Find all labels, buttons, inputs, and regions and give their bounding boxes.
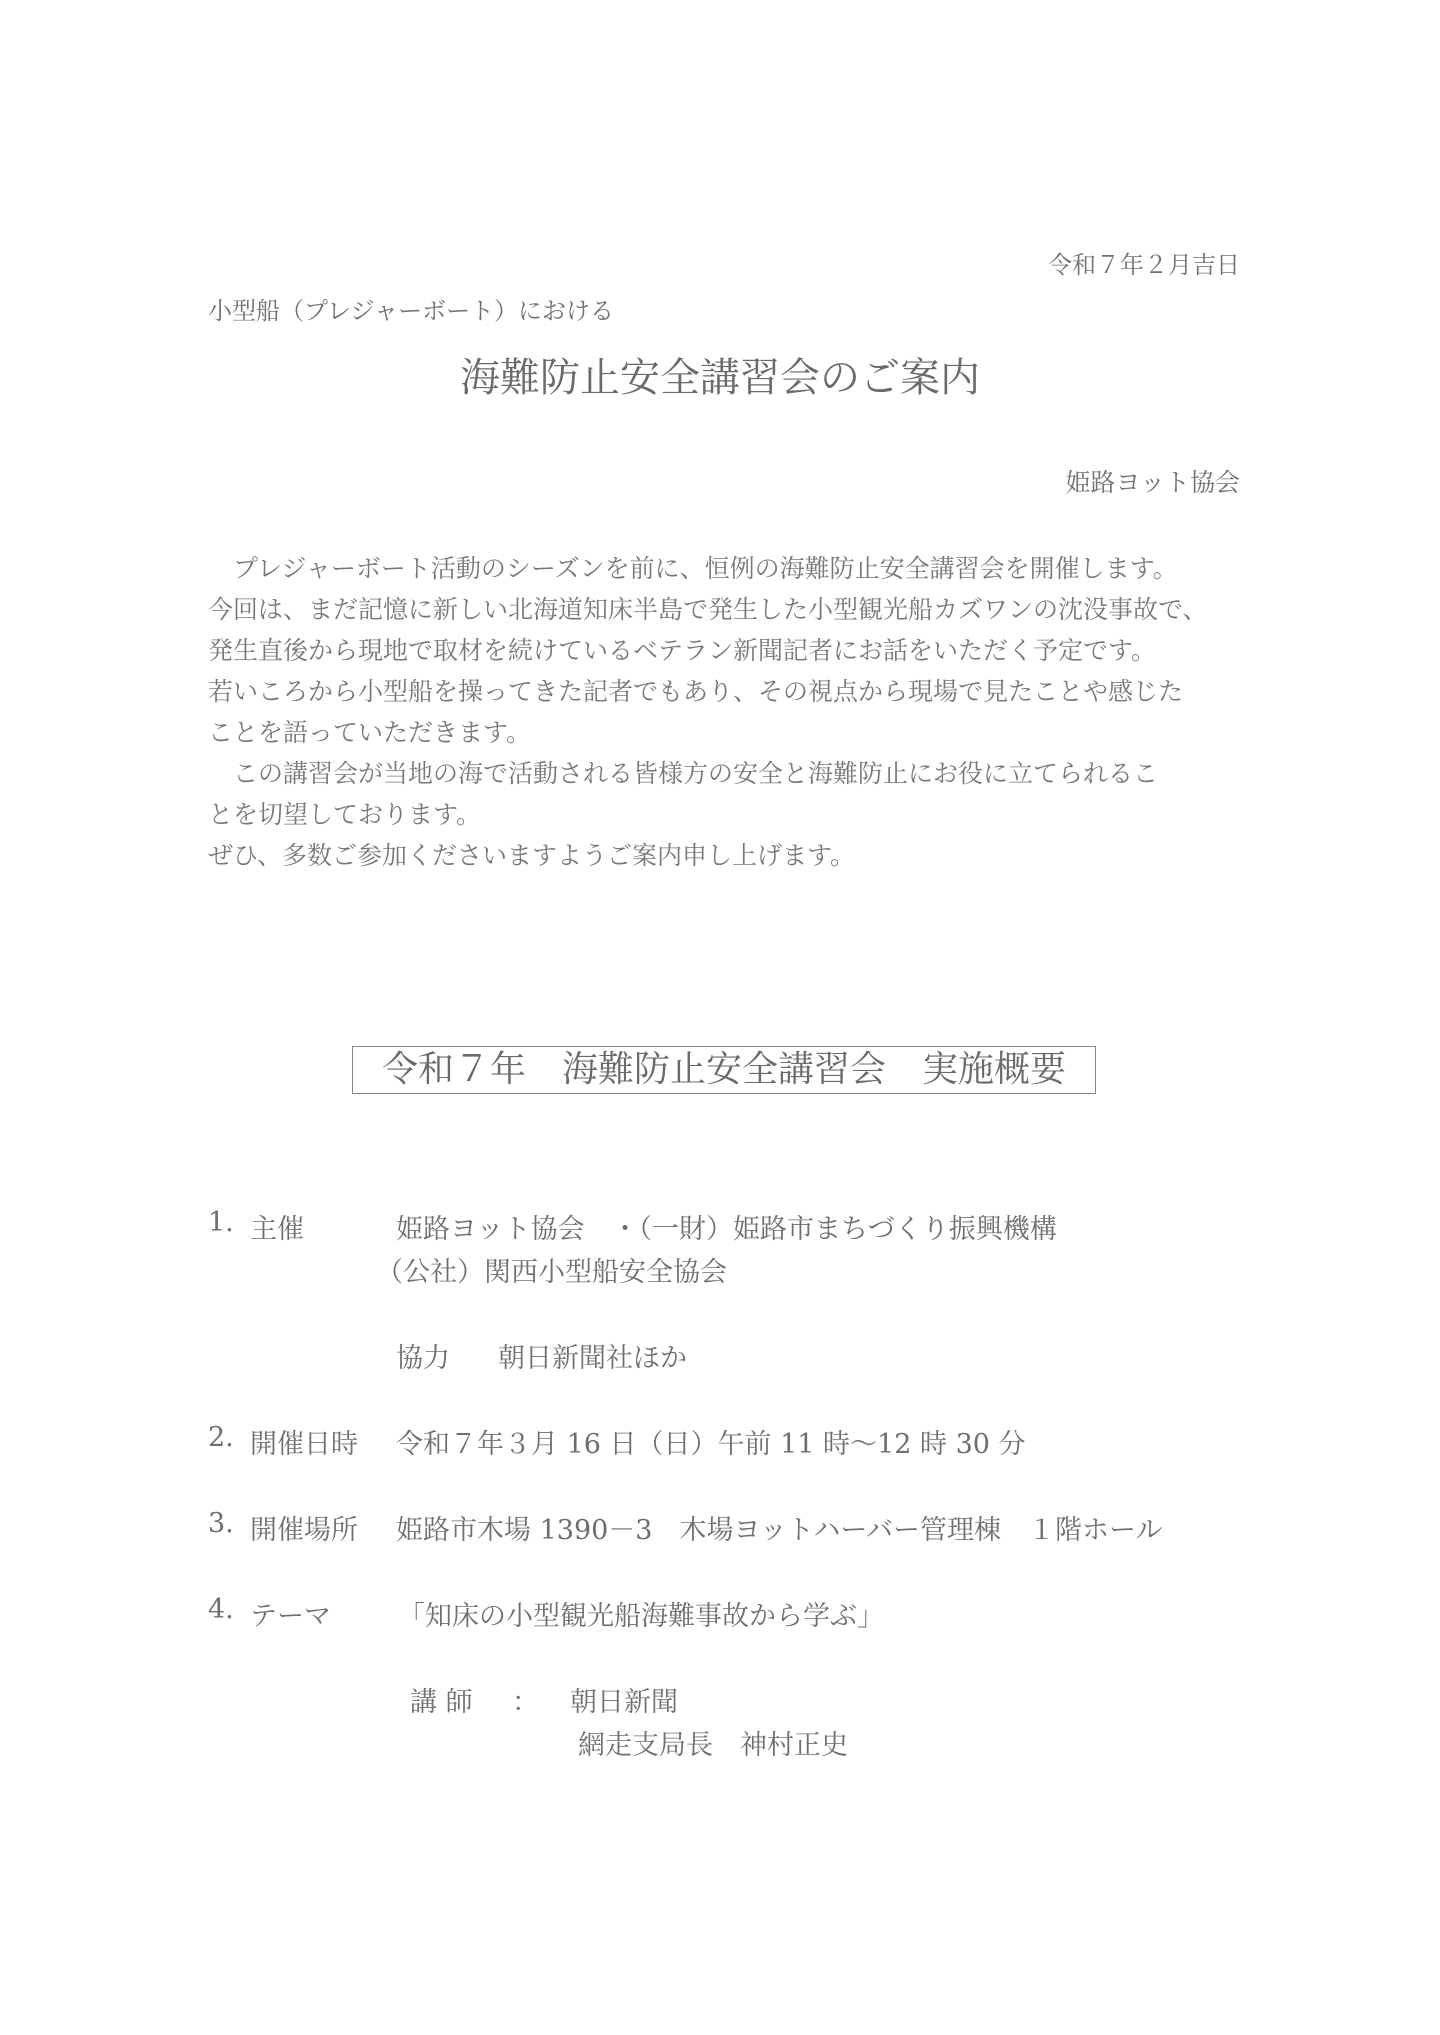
cooperation-value: 朝日新聞社ほか bbox=[498, 1343, 687, 1374]
item-number: 3. bbox=[208, 1508, 234, 1539]
body-line: 若いころから小型船を操ってきた記者でもあり、その視点から現場で見たことや感じた bbox=[208, 677, 1184, 706]
organizer-value-line2: （公社）関西小型船安全協会 bbox=[376, 1257, 727, 1288]
lecturer-label: 講 師 bbox=[410, 1687, 473, 1718]
body-line: とを切望しております。 bbox=[208, 800, 482, 829]
item-label: テーマ bbox=[250, 1601, 331, 1632]
issue-date: 令和７年２月吉日 bbox=[1048, 251, 1240, 279]
lecturer-title-name: 網走支局長 神村正史 bbox=[578, 1730, 848, 1761]
theme-value: 「知床の小型観光船海難事故から学ぶ」 bbox=[398, 1601, 884, 1632]
document-subtitle: 小型船（プレジャーボート）における bbox=[208, 297, 614, 325]
item-label: 主催 bbox=[250, 1214, 304, 1245]
body-line: 今回は、まだ記憶に新しい北海道知床半島で発生した小型観光船カズワンの沈没事故で、 bbox=[208, 595, 1208, 624]
body-line: 発生直後から現地で取材を続けているベテラン新聞記者にお話をいただく予定です。 bbox=[208, 636, 1157, 665]
lecturer-affiliation: 朝日新聞 bbox=[570, 1687, 678, 1718]
item-label: 開催場所 bbox=[250, 1515, 358, 1546]
body-paragraph bbox=[208, 548, 1268, 876]
item-number: 4. bbox=[208, 1594, 234, 1625]
body-line: ぜひ、多数ご参加くださいますようご案内申し上げます。 bbox=[208, 841, 856, 870]
summary-heading-box: 令和７年 海難防止安全講習会 実施概要 bbox=[352, 1046, 1096, 1094]
item-number: 2. bbox=[208, 1422, 234, 1453]
body-line: この講習会が当地の海で活動される皆様方の安全と海難防止にお役に立てられるこ bbox=[208, 759, 1159, 788]
body-line: ことを語っていただきます。 bbox=[208, 718, 532, 747]
organizer-value-line1: 姫路ヨット協会 ・（一財）姫路市まちづくり振興機構 bbox=[396, 1214, 1057, 1245]
datetime-value: 令和７年３月 16 日（日）午前 11 時～12 時 30 分 bbox=[396, 1429, 1026, 1460]
document-title: 海難防止安全講習会のご案内 bbox=[460, 355, 980, 401]
cooperation-label: 協力 bbox=[396, 1343, 450, 1374]
organization-name: 姫路ヨット協会 bbox=[1065, 468, 1240, 497]
item-label: 開催日時 bbox=[250, 1429, 358, 1460]
body-line: プレジャーボート活動のシーズンを前に、恒例の海難防止安全講習会を開催します。 bbox=[208, 554, 1178, 583]
item-number: 1. bbox=[208, 1207, 234, 1238]
venue-value: 姫路市木場 1390－3 木場ヨットハーバー管理棟 １階ホール bbox=[396, 1515, 1163, 1546]
lecturer-colon: ： bbox=[512, 1687, 539, 1718]
